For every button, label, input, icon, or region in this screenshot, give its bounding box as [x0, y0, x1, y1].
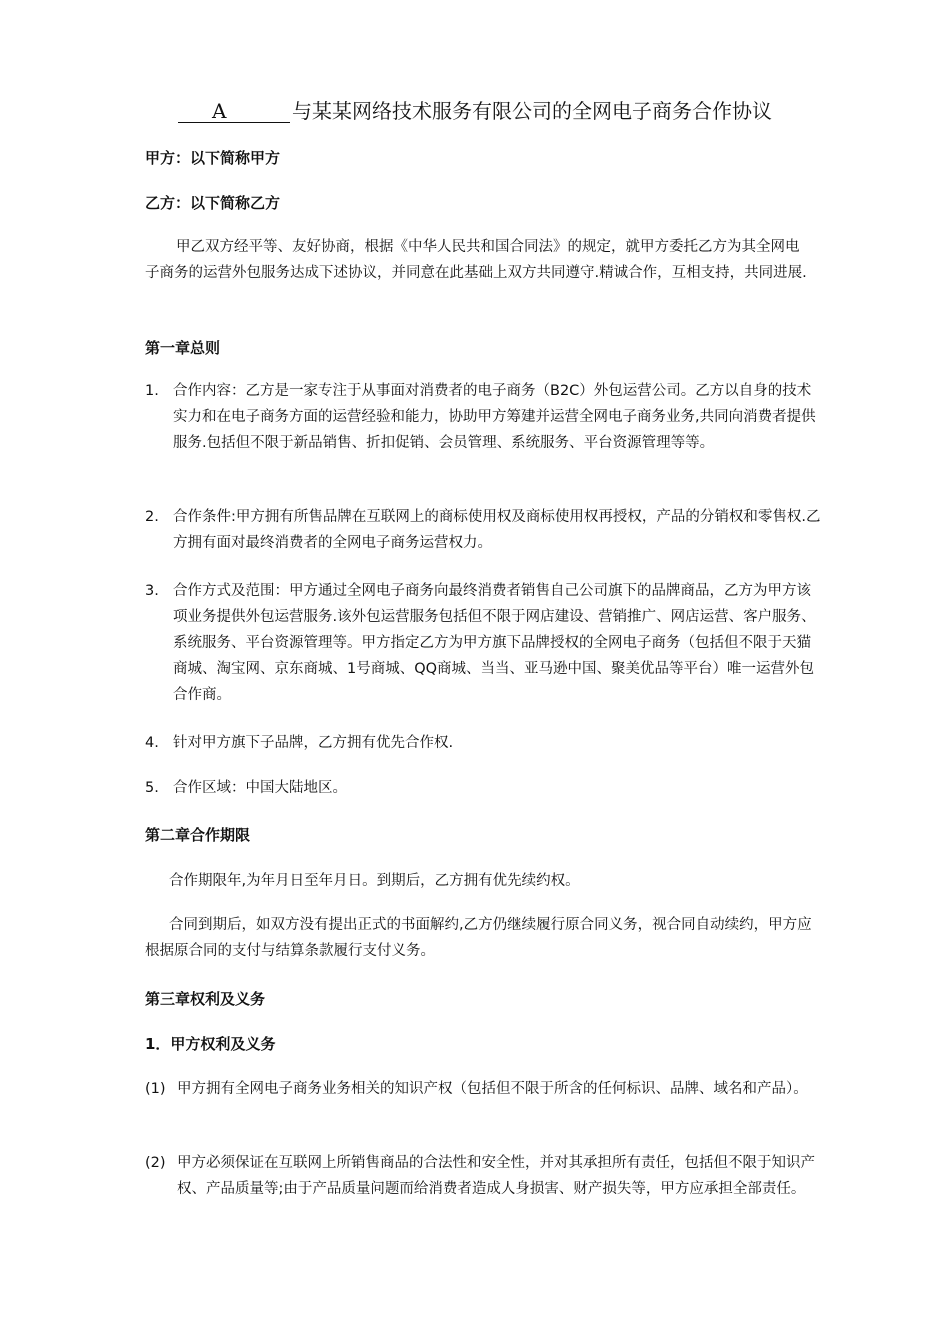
- party-a-line: 甲方：以下简称甲方: [145, 149, 281, 167]
- list-item: [145, 1076, 825, 1102]
- chapter3-subheading: 1．甲方权利及义务: [145, 1035, 276, 1053]
- list-item: [145, 730, 825, 756]
- chapter2-paragraph-1: 合作期限年,为年月日至年月日。到期后，乙方拥有优先续约权。: [169, 873, 580, 889]
- list-item-number: 2.: [145, 509, 159, 525]
- list-item-text: 合作区域：中国大陆地区。: [173, 780, 347, 796]
- list-item-text: 针对甲方旗下子品牌，乙方拥有优先合作权.: [173, 735, 454, 751]
- chapter2-paragraph-2: 合同到期后，如双方没有提出正式的书面解约,乙方仍继续履行原合同义务，视合同自动续约，甲方应根据原合同的支付与结算条款履行支付义务。: [145, 917, 812, 959]
- list-item-number: (1): [145, 1081, 166, 1097]
- list-item-text: 甲方必须保证在互联网上所销售商品的合法性和安全性，并对其承担所有责任，包括但不限于知识产权、产品质量等;由于产品质量问题而给消费者造成人身损害、财产损失等，甲方应承担全部责任。: [177, 1155, 815, 1197]
- chapter3-heading: 第三章权利及义务: [145, 990, 266, 1008]
- list-item-text: 合作条件:甲方拥有所售品牌在互联网上的商标使用权及商标使用权再授权，产品的分销权和零售权.乙方拥有面对最终消费者的全网电子商务运营权力。: [173, 509, 821, 551]
- list-item-number: (2): [145, 1155, 166, 1171]
- list-item-number: 4.: [145, 735, 159, 751]
- title-blank-field: A: [178, 100, 290, 123]
- title-text: 与某某网络技术服务有限公司的全网电子商务合作协议: [292, 99, 772, 123]
- list-item: [145, 504, 825, 556]
- document-title: [0, 98, 950, 124]
- list-item-text: 合作内容：乙方是一家专注于从事面对消费者的电子商务（B2C）外包运营公司。乙方以自身的技术实力和在电子商务方面的运营经验和能力，协助甲方筹建并运营全网电子商务业务,共同向消费者提供服务.包括但不限于新品销售、折扣促销、会员管理、系统服务、平台资源管理等等。: [173, 383, 816, 451]
- chapter1-heading: 第一章总则: [145, 339, 221, 357]
- preamble-paragraph: 甲乙双方经平等、友好协商，根据《中华人民共和国合同法》的规定，就甲方委托乙方为其全网电子商务的运营外包服务达成下述协议，并同意在此基础上双方共同遵守.精诚合作，互相支持，共同进展.: [145, 239, 807, 281]
- list-item: [145, 378, 825, 456]
- list-item: [145, 578, 825, 708]
- list-item-text: 甲方拥有全网电子商务业务相关的知识产权（包括但不限于所含的任何标识、品牌、域名和产品）。: [177, 1081, 808, 1097]
- list-item-number: 5.: [145, 780, 159, 796]
- list-item: [145, 1150, 825, 1202]
- list-item-number: 3.: [145, 583, 159, 599]
- list-item: [145, 775, 825, 801]
- list-item-text: 合作方式及范围：甲方通过全网电子商务向最终消费者销售自己公司旗下的品牌商品，乙方为甲方该项业务提供外包运营服务.该外包运营服务包括但不限于网店建设、营销推广、网店运营、客户服务、系统服务、平台资源管理等。甲方指定乙方为甲方旗下品牌授权的全网电子商务（包括但不限于天猫商城、淘宝网、京东商城、1号商城、QQ商城、当当、亚马逊中国、聚美优品等平台）唯一运营外包合作商。: [173, 583, 816, 703]
- list-item-number: 1.: [145, 383, 159, 399]
- chapter2-heading: 第二章合作期限: [145, 826, 251, 844]
- party-b-line: 乙方：以下简称乙方: [145, 194, 281, 212]
